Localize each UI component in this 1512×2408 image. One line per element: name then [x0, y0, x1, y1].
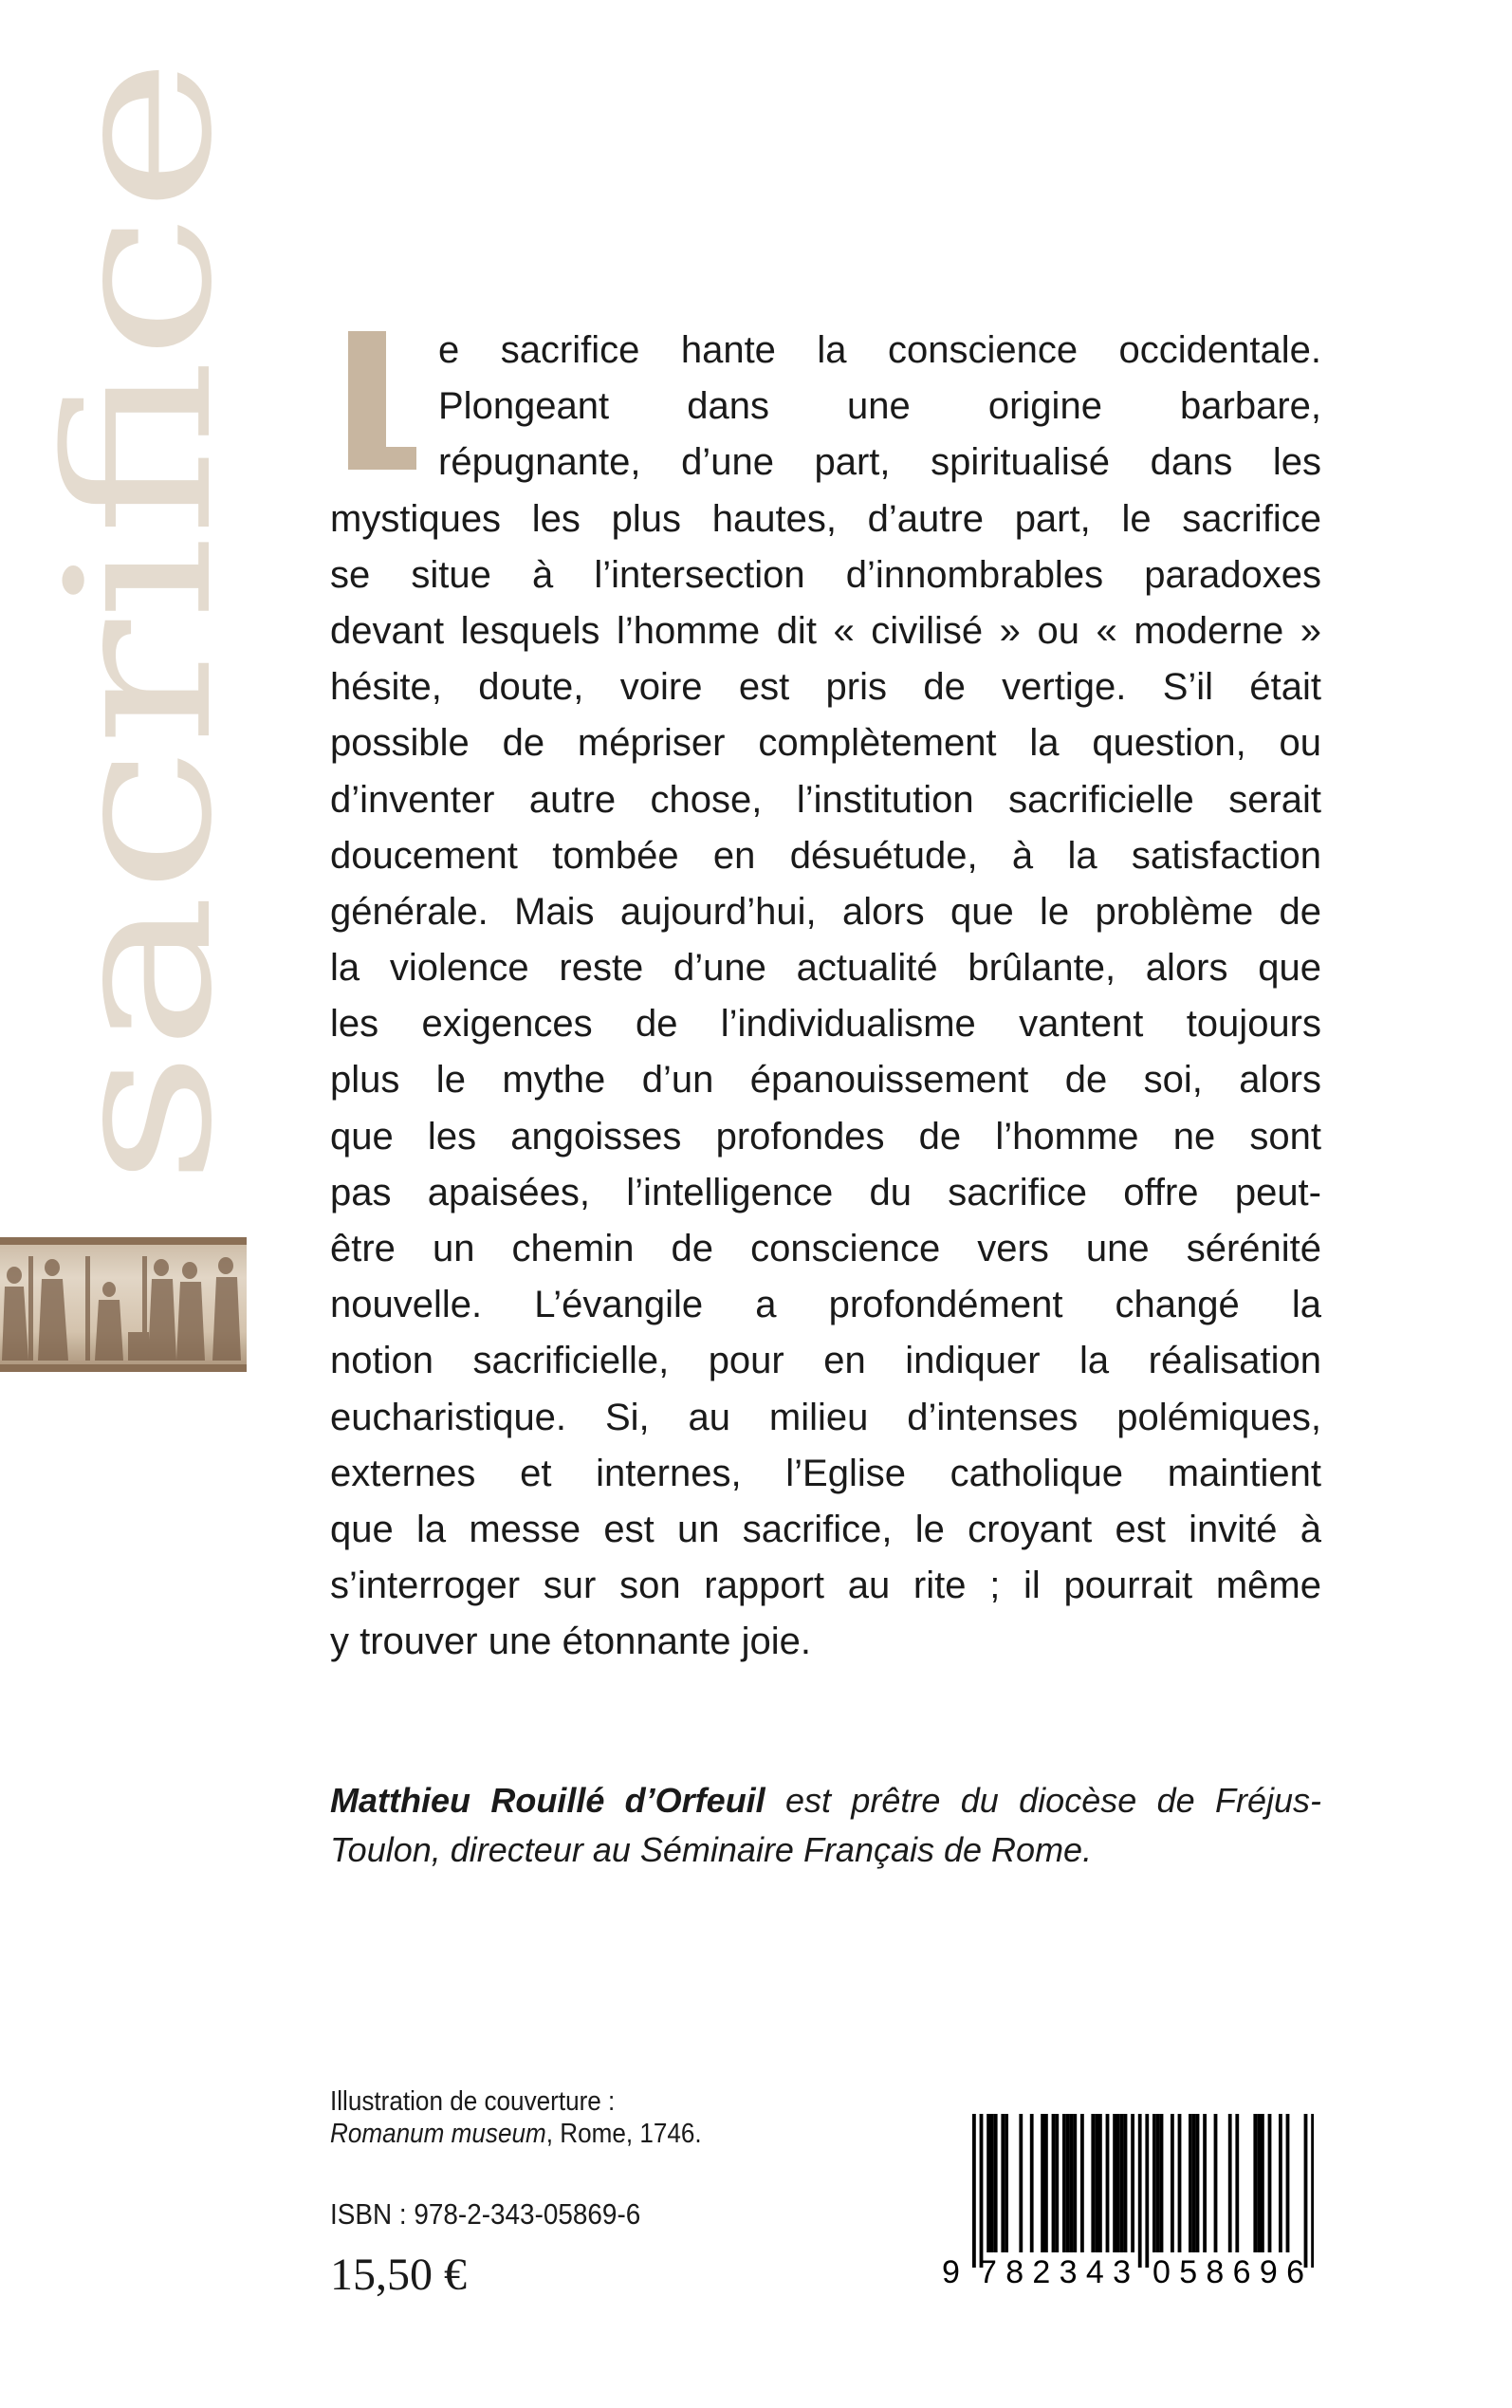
blurb-line: les exigences de l’individualisme vantent toujours [330, 1003, 1321, 1046]
credit-rest: , Rome, 1746. [545, 2119, 702, 2149]
barcode-bar [1116, 2114, 1120, 2252]
barcode-bar [1001, 2114, 1005, 2252]
barcode-bar [1196, 2114, 1200, 2252]
barcode-bar [1062, 2114, 1066, 2252]
cover-engraving-image [0, 1237, 247, 1372]
barcode-bar [1311, 2114, 1314, 2268]
barcode-bar [1145, 2114, 1149, 2268]
barcode-bar [1286, 2114, 1290, 2252]
blurb-line: doucement tombée en désuétude, à la satisfaction [330, 834, 1321, 877]
barcode-bar [972, 2114, 976, 2268]
barcode-bar [990, 2114, 994, 2252]
blurb-line: possible de mépriser complètement la question, ou [330, 722, 1321, 765]
barcode-bar [1044, 2114, 1048, 2252]
barcode-bar [1073, 2114, 1077, 2252]
barcode-digits-left: 782343 [979, 2254, 1131, 2290]
blurb-line: se situe à l’intersection d’innombrables paradoxes [330, 553, 1321, 596]
barcode-digits-right: 058696 [1152, 2254, 1304, 2290]
barcode-bar [1304, 2114, 1308, 2268]
barcode-bar [1055, 2114, 1059, 2252]
barcode-bar [1279, 2114, 1282, 2252]
barcode-bar [1030, 2114, 1034, 2252]
barcode-bar [1019, 2114, 1023, 2252]
barcode-bar [1156, 2114, 1160, 2252]
barcode-bar [1235, 2114, 1239, 2252]
barcode-bar [1066, 2114, 1070, 2252]
blurb-line: pas apaisées, l’intelligence du sacrifice offre peut- [330, 1171, 1321, 1213]
blurb-line: mystiques les plus hautes, d’autre part, le sacrifice [330, 497, 1321, 540]
credit-work: Romanum museum [330, 2119, 546, 2149]
blurb-line: que la messe est un sacrifice, le croyant est invité à [330, 1508, 1321, 1550]
barcode-bar [1052, 2114, 1056, 2252]
price: 15,50 € [330, 2250, 467, 2300]
barcode-bar [1203, 2114, 1207, 2252]
blurb-line: être un chemin de conscience vers une sérénité [330, 1228, 1321, 1269]
blurb-line: générale. Mais aujourd’hui, alors que le problème de [330, 890, 1321, 933]
barcode-bar [1124, 2114, 1128, 2252]
barcode-digit-first: 9 [942, 2254, 960, 2290]
barcode-bar [1098, 2114, 1102, 2252]
isbn: ISBN : 978-2-343-05869-6 [330, 2197, 641, 2231]
blurb-line: e sacrifice hante la conscience occidentale. [438, 329, 1321, 371]
illustration-credit [330, 2085, 702, 2150]
blurb-line: eucharistique. Si, au milieu d’intenses polémiques, [330, 1396, 1321, 1438]
author-bio-line1: est prêtre du diocèse de Fréjus- [765, 1781, 1321, 1820]
barcode-bar [1091, 2114, 1095, 2252]
barcode-bar [1257, 2114, 1261, 2252]
barcode-bar [1138, 2114, 1142, 2268]
barcode-bar [980, 2114, 984, 2268]
blurb-line: la violence reste d’une actualité brûlante, alors que [330, 947, 1321, 990]
barcode-bar [1214, 2114, 1218, 2252]
barcode-bar [1261, 2114, 1264, 2252]
blurb-line: notion sacrificielle, pour en indiquer la réalisation [330, 1340, 1321, 1382]
barcode-bar [1106, 2114, 1110, 2252]
blurb-line: d’inventer autre chose, l’institution sacrificielle serait [330, 778, 1321, 821]
back-cover-blurb [330, 323, 1321, 1671]
barcode-bar [1160, 2114, 1164, 2252]
blurb-line: nouvelle. L’évangile a profondément changé la [330, 1284, 1321, 1326]
author-name: Matthieu Rouillé d’Orfeuil [330, 1781, 765, 1820]
author-bio-line2: Toulon, directeur au Séminaire Français de Rome. [330, 1830, 1093, 1869]
barcode-bar [1041, 2114, 1044, 2252]
barcode-bar [1171, 2114, 1174, 2252]
barcode-bar [1005, 2114, 1008, 2252]
author-bio [330, 1776, 1321, 1875]
barcode-bar [986, 2114, 990, 2252]
barcode-bar [1113, 2114, 1116, 2252]
barcode-bar [1070, 2114, 1074, 2252]
blurb-line: y trouver une étonnante joie. [330, 1621, 812, 1663]
barcode-bar [1253, 2114, 1257, 2252]
barcode-bar [1228, 2114, 1232, 2252]
barcode-bar [1189, 2114, 1192, 2252]
blurb-line: s’interroger sur son rapport au rite ; il pourrait même [330, 1565, 1321, 1607]
barcode-bar [1268, 2114, 1272, 2252]
barcode-bar [1131, 2114, 1134, 2252]
spine-title-text: sacrifice [24, 331, 247, 1186]
barcode-bar [994, 2114, 998, 2252]
isbn-barcode [934, 2112, 1314, 2292]
blurb-line: externes et internes, l’Eglise catholique maintient [330, 1452, 1321, 1494]
blurb-line: que les angoisses profondes de l’homme ne sont [330, 1115, 1321, 1158]
barcode-bar [1095, 2114, 1098, 2252]
barcode-bar [1178, 2114, 1182, 2252]
blurb-line: hésite, doute, voire est pris de vertige. S’il était [330, 666, 1321, 709]
blurb-line: plus le mythe d’un épanouissement de soi, alors [330, 1059, 1321, 1102]
blurb-line: répugnante, d’une part, spiritualisé dans les [438, 441, 1321, 484]
blurb-line: Plongeant dans une origine barbare, [438, 385, 1321, 428]
barcode-bar [1080, 2114, 1084, 2252]
spine-title [19, 38, 247, 1205]
barcode-bar [1120, 2114, 1124, 2252]
blurb-line: devant lesquels l’homme dit « civilisé » ou « moderne » [330, 609, 1321, 652]
credit-label: Illustration de couverture : [330, 2086, 616, 2117]
barcode-bar [1152, 2114, 1156, 2252]
barcode-bar [1192, 2114, 1196, 2252]
